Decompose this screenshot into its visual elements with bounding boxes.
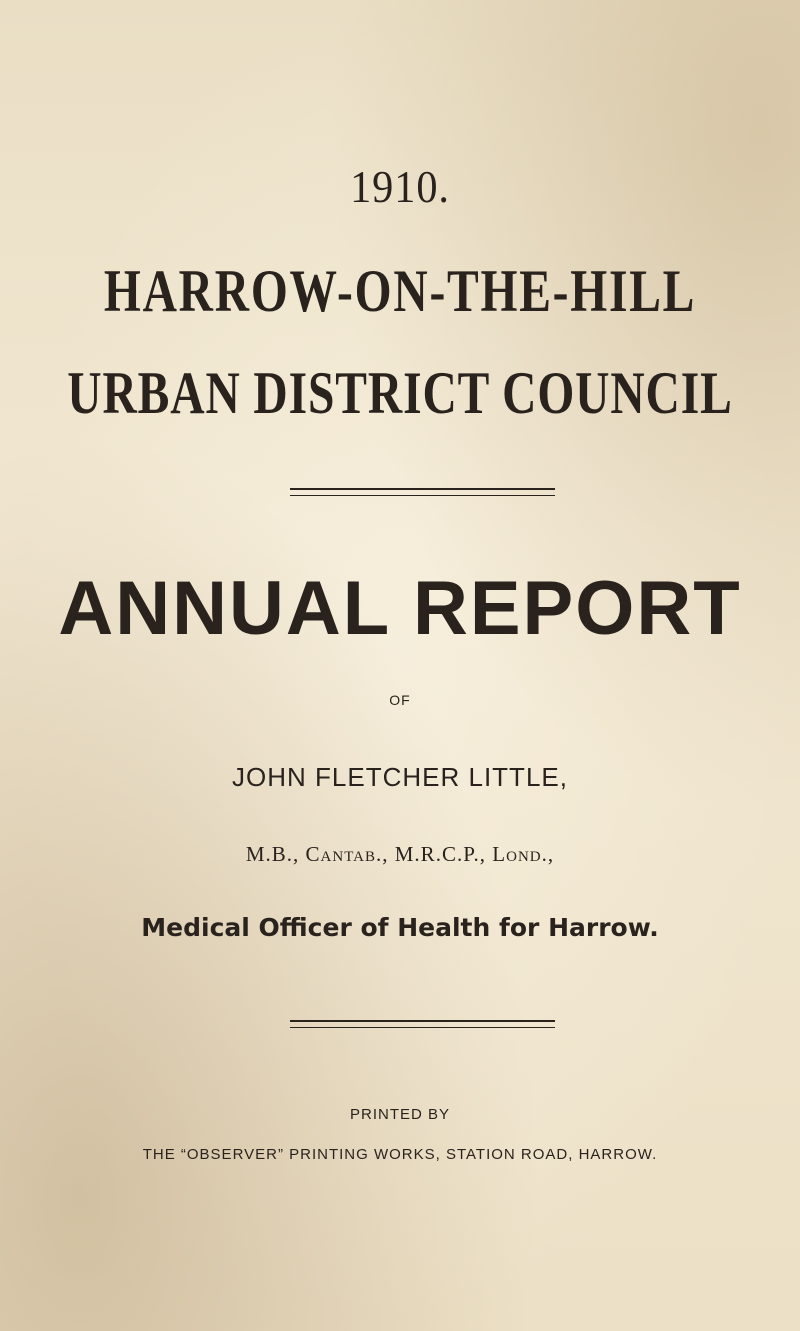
printer-imprint: THE “OBSERVER” PRINTING WORKS, STATION ROAD, HARROW. xyxy=(142,1146,658,1163)
author-name: JOHN FLETCHER LITTLE, xyxy=(232,762,568,792)
divider-rule xyxy=(290,1020,555,1028)
report-heading: ANNUAL REPORT xyxy=(58,566,742,651)
author-office: Medical Officer of Health for Harrow. xyxy=(141,913,659,942)
printed-by-label: PRINTED BY xyxy=(349,1106,450,1123)
council-type: URBAN DISTRICT COUNCIL xyxy=(67,359,733,427)
report-year: 1910. xyxy=(350,161,450,212)
council-name: HARROW-ON-THE-HILL xyxy=(103,257,697,325)
divider-rule xyxy=(290,488,555,496)
of-label: OF xyxy=(389,692,411,708)
author-qualifications: M.B., Cantab., M.R.C.P., Lond., xyxy=(245,842,555,866)
